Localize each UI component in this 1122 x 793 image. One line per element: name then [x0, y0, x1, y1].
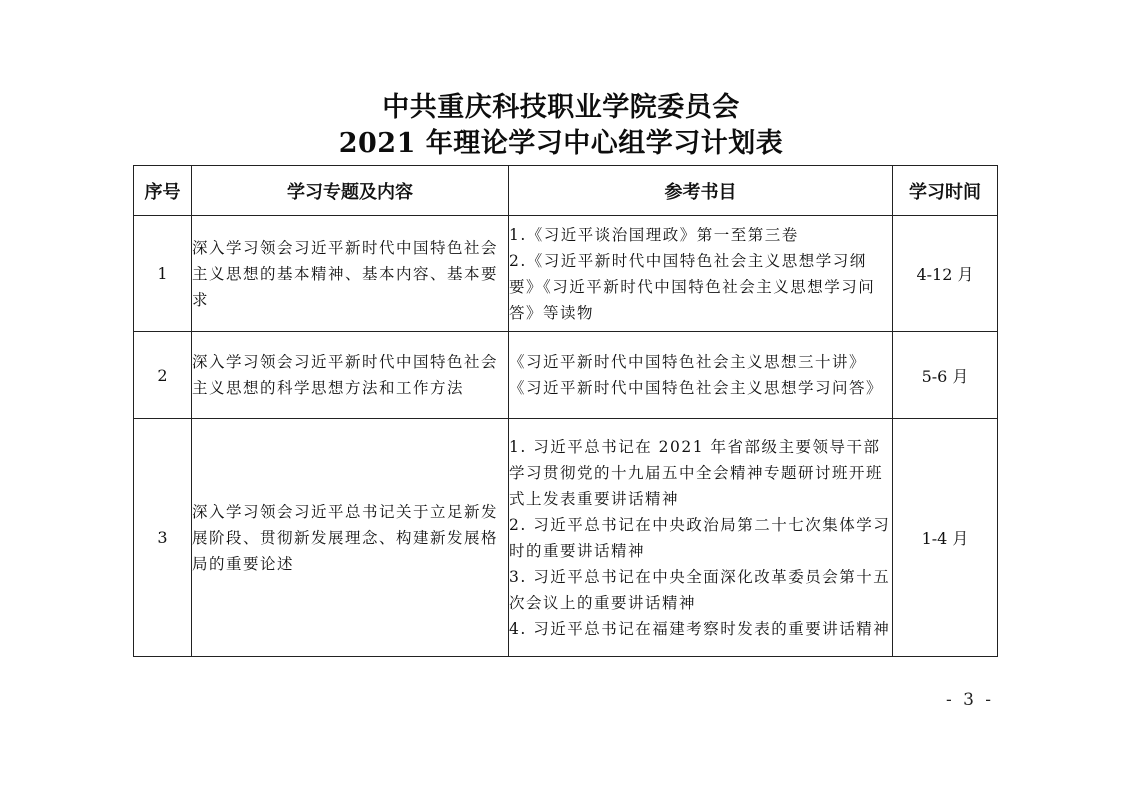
row-time: 4-12 月 [893, 216, 998, 332]
column-header-references: 参考书目 [509, 166, 893, 216]
column-header-number: 序号 [134, 166, 192, 216]
row-number: 3 [134, 419, 192, 657]
reference-item: 4. 习近平总书记在福建考察时发表的重要讲话精神 [509, 619, 891, 638]
row-time: 1-4 月 [893, 419, 998, 657]
document-title-line2: 2021 年理论学习中心组学习计划表 [338, 128, 784, 159]
column-header-topic: 学习专题及内容 [192, 166, 509, 216]
row-references [509, 332, 893, 419]
reference-item: 2. 习近平总书记在中央政治局第二十七次集体学习时的重要讲话精神 [509, 515, 891, 560]
row-topic: 深入学习领会习近平总书记关于立足新发展阶段、贯彻新发展理念、构建新发展格局的重要论述 [192, 419, 509, 657]
row-number: 2 [134, 332, 192, 419]
row-references [509, 419, 893, 657]
row-number: 1 [134, 216, 192, 332]
reference-item: 2.《习近平新时代中国特色社会主义思想学习纲要》《习近平新时代中国特色社会主义思想学习问答》等读物 [509, 251, 876, 322]
table-row [134, 332, 998, 419]
reference-item: 1. 习近平总书记在 2021 年省部级主要领导干部学习贯彻党的十九届五中全会精神专题研讨班开班式上发表重要讲话精神 [509, 437, 884, 508]
study-plan-table [133, 165, 998, 657]
reference-item: 1.《习近平谈治国理政》第一至第三卷 [509, 225, 799, 244]
row-references [509, 216, 893, 332]
row-topic: 深入学习领会习近平新时代中国特色社会主义思想的基本精神、基本内容、基本要求 [192, 216, 509, 332]
row-time: 5-6 月 [893, 332, 998, 419]
table-row [134, 216, 998, 332]
row-topic: 深入学习领会习近平新时代中国特色社会主义思想的科学思想方法和工作方法 [192, 332, 509, 419]
reference-item: 3. 习近平总书记在中央全面深化改革委员会第十五次会议上的重要讲话精神 [509, 567, 891, 612]
table-header-row [134, 166, 998, 216]
table-row [134, 419, 998, 657]
column-header-time: 学习时间 [893, 166, 998, 216]
reference-item: 《习近平新时代中国特色社会主义思想三十讲》《习近平新时代中国特色社会主义思想学习问答》 [509, 353, 884, 397]
page-number: - 3 - [945, 690, 995, 710]
document-title-line1: 中共重庆科技职业学院委员会 [382, 92, 740, 123]
